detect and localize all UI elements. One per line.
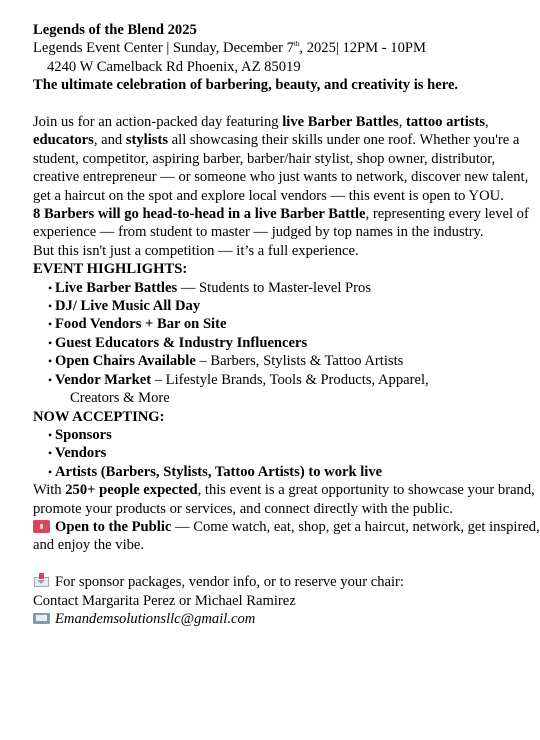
- intro-bold: educators: [33, 132, 94, 149]
- spacer: [33, 555, 540, 573]
- expected-text: With: [33, 482, 66, 499]
- accepting-label: Vendors: [55, 445, 107, 462]
- accepting-label: Sponsors: [55, 426, 112, 443]
- highlight-item: [49, 297, 540, 315]
- highlight-continuation: Creators & More: [70, 390, 170, 407]
- expected-bold: 250+ people expected: [65, 482, 198, 499]
- year-time: , 2025| 12PM - 10PM: [299, 40, 426, 57]
- highlight-bold: Food Vendors + Bar on Site: [55, 316, 227, 333]
- public-bold: Open to the Public: [55, 518, 172, 535]
- contact-line: [33, 573, 540, 591]
- highlight-bold: DJ/ Live Music All Day: [55, 298, 201, 315]
- highlight-item: [49, 334, 540, 352]
- ticket-icon: [33, 520, 50, 533]
- intro-bold: live Barber Battles: [282, 114, 399, 131]
- accepting-item: [49, 426, 540, 444]
- highlight-text: – Lifestyle Brands, Tools & Products, Apparel,: [151, 371, 429, 388]
- intro-bold: stylists: [125, 132, 169, 149]
- intro-text: Join us for an action-packed day featuring: [33, 114, 283, 131]
- spacer: [33, 95, 540, 113]
- tagline: The ultimate celebration of barbering, beauty, and creativity is here.: [33, 77, 459, 94]
- highlight-item: [49, 279, 540, 297]
- mailbox-icon: [33, 573, 50, 588]
- accepting-item: [49, 463, 540, 481]
- battle-paragraph: [33, 205, 540, 242]
- email-address[interactable]: Emandemsolutionsllc@gmail.com: [55, 610, 256, 627]
- highlight-text: – Barbers, Stylists & Tattoo Artists: [195, 353, 404, 370]
- accepting-heading: NOW ACCEPTING:: [33, 408, 165, 425]
- expected-text: , this event is a great opportunity to showcase your brand, promote your products or services, and connect directly with the public.: [33, 482, 535, 517]
- intro-text: ,: [398, 114, 406, 131]
- intro-text: , and: [93, 132, 126, 149]
- highlight-text: — Students to Master-level Pros: [177, 279, 372, 296]
- highlights-heading: EVENT HIGHLIGHTS:: [33, 261, 188, 278]
- expected-paragraph: [33, 481, 540, 518]
- public-text: — Come watch, eat, shop, get a haircut, network, get inspired, and enjoy the vibe.: [33, 518, 540, 554]
- highlight-item: [49, 371, 540, 408]
- venue-date: Legends Event Center | Sunday, December 7: [33, 40, 294, 57]
- event-address: 4240 W Camelback Rd Phoenix, AZ 85019: [47, 58, 301, 75]
- intro-bold: tattoo artists: [406, 114, 486, 131]
- highlight-bold: Open Chairs Available: [55, 353, 196, 370]
- accepting-list: [33, 426, 540, 481]
- accepting-label: Artists (Barbers, Stylists, Tattoo Artists) to work live: [55, 463, 383, 480]
- highlight-item: [49, 315, 540, 333]
- date-suffix: th: [293, 40, 300, 49]
- public-paragraph: [33, 518, 540, 555]
- event-date-line: [33, 39, 540, 57]
- battle-text: , representing every level of experience — from student to master — judged by top names in the industry.: [33, 206, 529, 241]
- experience-line: But this isn't just a competition — it’s a full experience.: [33, 242, 359, 259]
- highlight-item: [49, 352, 540, 370]
- highlights-list: [33, 279, 540, 408]
- intro-text: all showcasing their skills under one roof. Whether you're a student, competitor, aspiring barber, barber/hair stylist, shop owner, distributor, creative entrepreneur — or someone who just wants to network, discover new talent, get a haircut on the spot and explore local vendors — this event is open to YOU.: [33, 132, 529, 204]
- battle-bold: 8 Barbers will go head-to-head in a live Barber Battle: [33, 206, 366, 223]
- highlight-bold: Vendor Market: [55, 371, 152, 388]
- accepting-item: [49, 444, 540, 462]
- email-line: [33, 610, 540, 628]
- highlight-bold: Guest Educators & Industry Influencers: [55, 334, 308, 351]
- email-icon: [33, 612, 50, 625]
- intro-paragraph: [33, 113, 540, 205]
- event-title: Legends of the Blend 2025: [33, 22, 197, 38]
- contact-text: For sponsor packages, vendor info, or to reserve your chair:: [55, 574, 404, 591]
- intro-text: ,: [485, 114, 489, 131]
- contact-names: Contact Margarita Perez or Michael Ramirez: [33, 592, 296, 609]
- highlight-bold: Live Barber Battles: [55, 279, 178, 296]
